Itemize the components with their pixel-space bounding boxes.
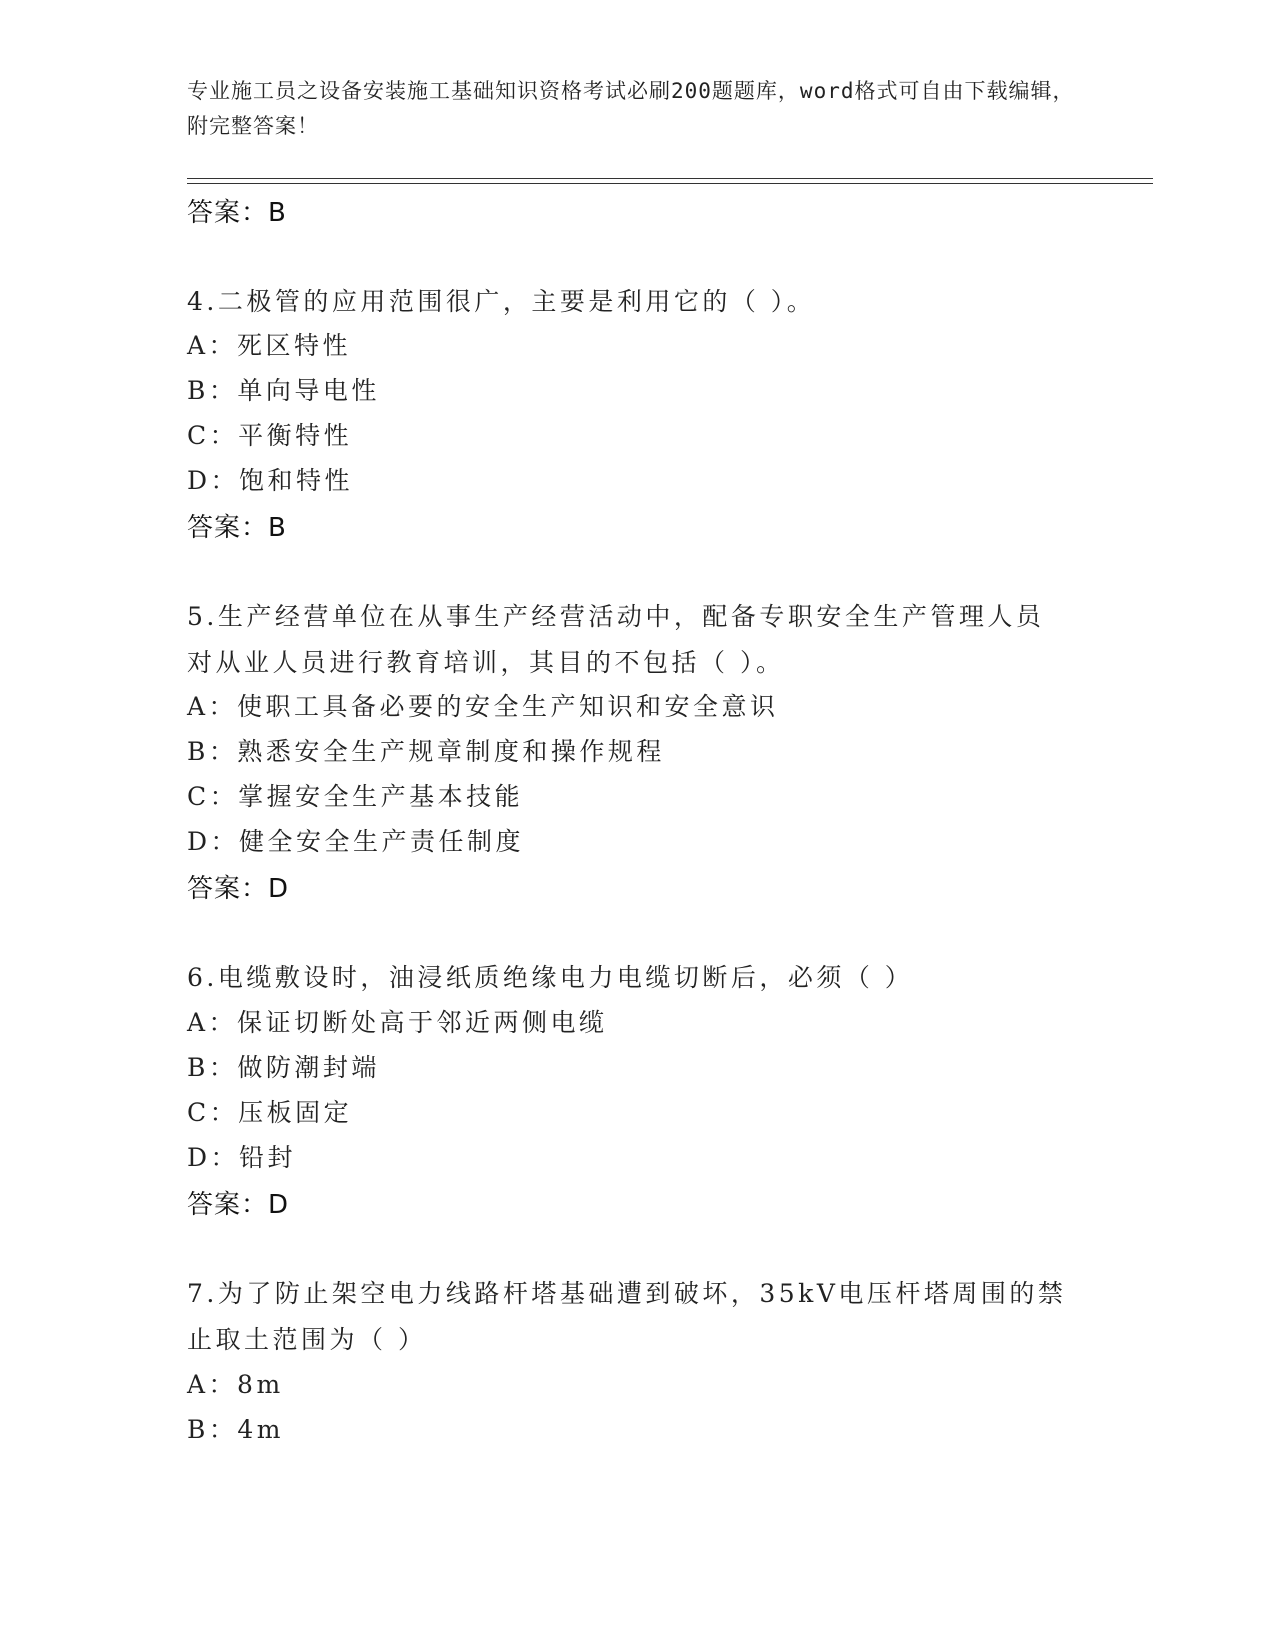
question-5-option-a: A：使职工具备必要的安全生产知识和安全意识: [187, 692, 779, 721]
question-5-option-d: D：健全安全生产责任制度: [187, 827, 525, 856]
question-4-stem: 4.二极管的应用范围很广，主要是利用它的（ ）。: [187, 287, 816, 316]
question-6-option-b: B：做防潮封端: [187, 1053, 380, 1082]
question-5-stem-line-1: 5.生产经营单位在从事生产经营活动中，配备专职安全生产管理人员: [187, 602, 1045, 631]
question-6-option-a: A：保证切断处高于邻近两侧电缆: [187, 1008, 608, 1037]
question-7-option-a: A：8m: [187, 1370, 284, 1399]
question-5-answer: 答案：D: [187, 874, 290, 904]
previous-answer: 答案：B: [187, 198, 287, 228]
question-4-option-a: A：死区特性: [187, 331, 352, 360]
question-7-option-b: B：4m: [187, 1415, 284, 1444]
question-5-option-c: C：掌握安全生产基本技能: [187, 782, 524, 811]
question-7-stem-line-2: 止取土范围为（ ）: [187, 1325, 427, 1354]
header-rule-top: [187, 178, 1153, 179]
header-rule-bottom: [187, 183, 1153, 184]
question-6-option-c: C：压板固定: [187, 1098, 353, 1127]
question-7-stem-line-1: 7.为了防止架空电力线路杆塔基础遭到破坏，35kV电压杆塔周围的禁: [187, 1279, 1067, 1308]
question-5-option-b: B：熟悉安全生产规章制度和操作规程: [187, 737, 665, 766]
question-4-option-b: B：单向导电性: [187, 376, 380, 405]
question-5-stem-line-2: 对从业人员进行教育培训，其目的不包括（ ）。: [187, 648, 785, 677]
question-4-answer: 答案：B: [187, 513, 287, 543]
question-4-option-d: D：饱和特性: [187, 466, 354, 495]
question-6-option-d: D：铅封: [187, 1143, 297, 1172]
question-6-stem: 6.电缆敷设时，油浸纸质绝缘电力电缆切断后，必须（ ）: [187, 963, 914, 992]
document-header: 专业施工员之设备安装施工基础知识资格考试必刷200题题库，word格式可自由下载编辑，附完整答案！: [187, 79, 1075, 138]
question-6-answer: 答案：D: [187, 1190, 290, 1220]
question-4-option-c: C：平衡特性: [187, 421, 353, 450]
